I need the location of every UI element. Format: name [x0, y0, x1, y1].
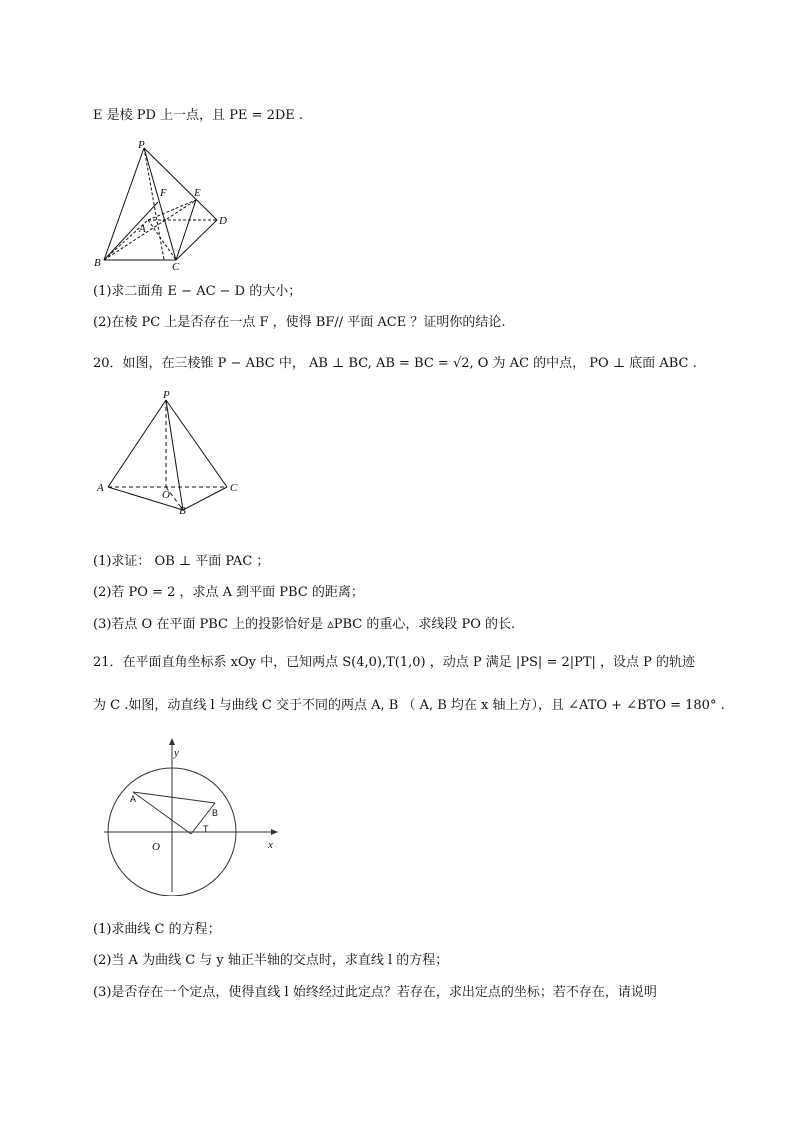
q20-part1: (1)求证： OB ⊥ 平面 PAC ； — [93, 554, 270, 569]
q20-part2: (2)若 PO = 2 ，求点 A 到平面 PBC 的距离； — [93, 585, 364, 600]
label-D: D — [219, 215, 227, 227]
q19-part2: (2)在棱 PC 上是否存在一点 F ，使得 BF// 平面 ACE ？证明你的结论. — [93, 315, 506, 330]
label-B: B — [212, 808, 219, 818]
label-C: C — [230, 482, 238, 494]
label-O: O — [162, 489, 170, 501]
label-B: B — [179, 505, 186, 516]
q21-part2: (2)当 A 为曲线 C 与 y 轴正半轴的交点时，求直线 l 的方程； — [93, 953, 449, 968]
label-y: y — [174, 747, 179, 759]
label-P: P — [138, 139, 145, 151]
label-E: E — [194, 187, 201, 199]
label-P: P — [163, 389, 170, 401]
q21-part3: (3)是否存在一个定点，使得直线 l 始终经过此定点？若存在，求出定点的坐标；若不存在，请说明 — [93, 985, 657, 1000]
label-O: O — [152, 841, 160, 853]
q19-pyramid-figure — [88, 138, 238, 273]
label-A: A — [97, 482, 104, 494]
label-x: x — [268, 839, 273, 851]
q21-part1: (1)求曲线 C 的方程； — [93, 922, 221, 937]
q19-part1: (1)求二面角 E − AC − D 的大小； — [93, 284, 302, 299]
label-F: F — [160, 187, 167, 199]
q21-stem-line1: 21．在平面直角坐标系 xOy 中，已知两点 S(4,0),T(1,0) ，动点 P 满足 |PS| = 2|PT| ，设点 P 的轨迹 — [93, 655, 696, 670]
label-B: B — [94, 257, 101, 269]
q19-intro: E 是棱 PD 上一点，且 PE = 2DE . — [93, 108, 304, 123]
label-A: A — [139, 223, 146, 235]
q21-stem-line2: 为 C .如图，动直线 l 与曲线 C 交于不同的两点 A, B （ A, B 均在 x 轴上方），且 ∠ATO + ∠BTO = 180° . — [93, 698, 725, 713]
label-A: A — [130, 794, 137, 804]
q20-tetrahedron-figure — [94, 386, 254, 516]
q21-circle-figure — [100, 736, 290, 896]
q20-part3: (3)若点 O 在平面 PBC 上的投影恰好是 ▵PBC 的重心，求线段 PO 的长. — [93, 617, 516, 632]
label-T: T — [203, 824, 209, 834]
q20-stem: 20．如图，在三棱锥 P − ABC 中， AB ⊥ BC, AB = BC = √2, O 为 AC 的中点， PO ⊥ 底面 ABC . — [93, 356, 697, 371]
label-C: C — [172, 261, 180, 273]
